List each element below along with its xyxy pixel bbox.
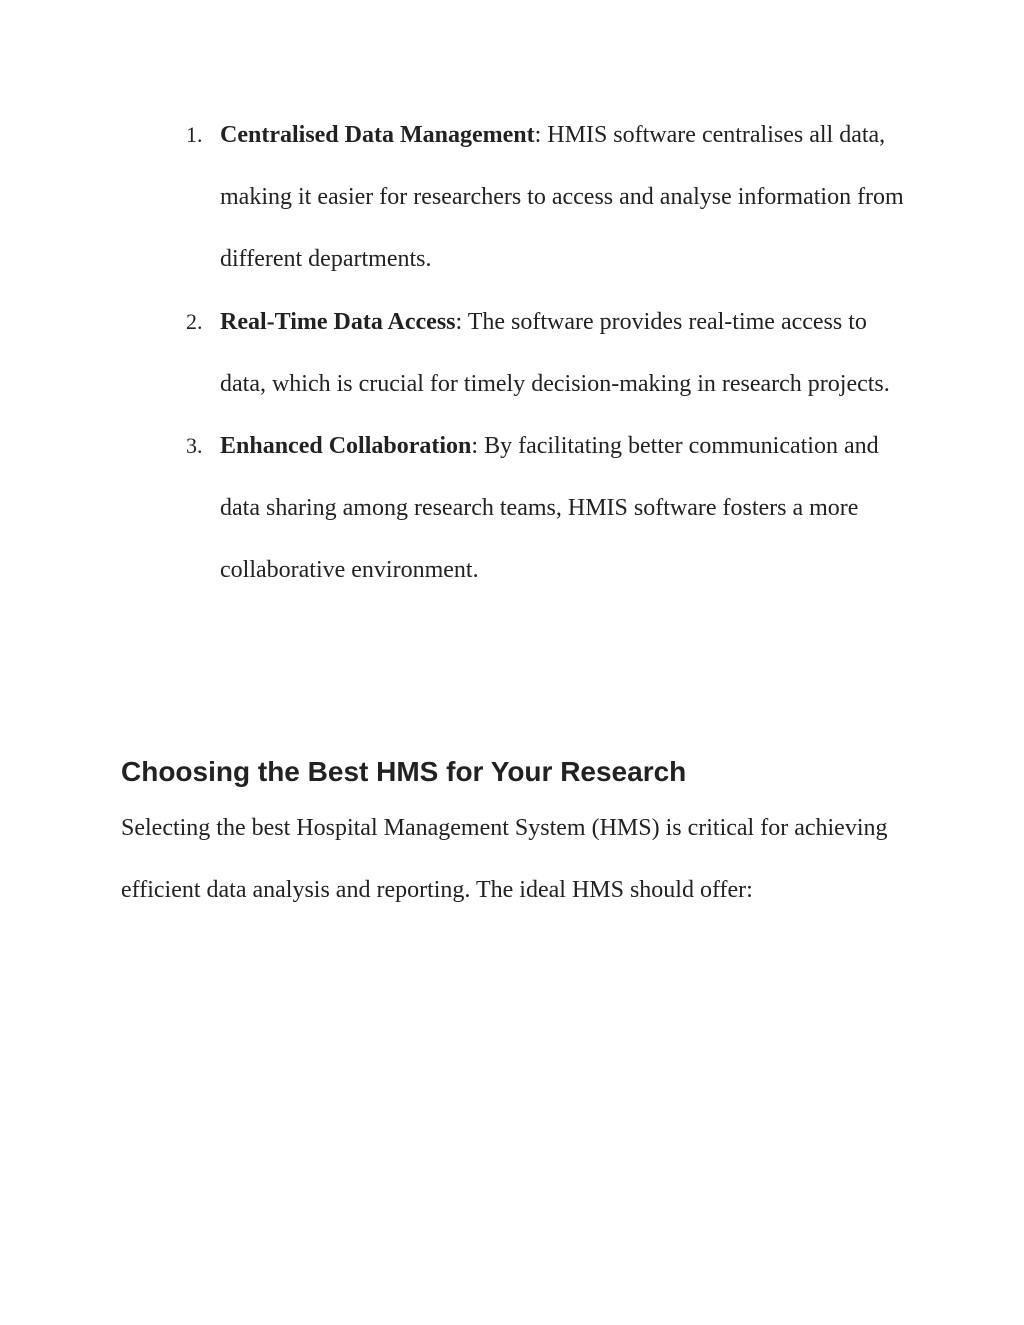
section-paragraph: Selecting the best Hospital Management System (HMS) is critical for achieving efficient data analysis and reporting. The ideal HMS should offer: — [121, 815, 888, 904]
list-item — [186, 291, 906, 415]
list-item-term: Centralised Data Management — [220, 122, 535, 148]
list-item-term: Enhanced Collaboration — [220, 433, 472, 460]
list-item-separator: : — [455, 308, 463, 335]
list-item — [186, 104, 906, 291]
section-heading: Choosing the Best HMS for Your Research — [121, 756, 687, 787]
list-item-separator: : — [534, 122, 542, 148]
list-item-text: The software provides real-time access to data, which is crucial for timely decision-making in research projects. — [220, 308, 890, 397]
list-item-number: 3. — [186, 433, 203, 459]
benefits-list — [186, 104, 906, 602]
list-item-term: Real-Time Data Access — [220, 308, 456, 335]
list-item-separator: : — [471, 433, 479, 460]
list-item-number: 1. — [186, 122, 203, 147]
list-item-text: HMIS software centralises all data, making it easier for researchers to access and analyse information from different departments. — [220, 122, 904, 273]
list-item — [186, 415, 906, 602]
list-item-number: 2. — [186, 308, 203, 334]
list-item-text: By facilitating better communication and data sharing among research teams, HMIS software fosters a more collaborative environment. — [220, 433, 879, 584]
